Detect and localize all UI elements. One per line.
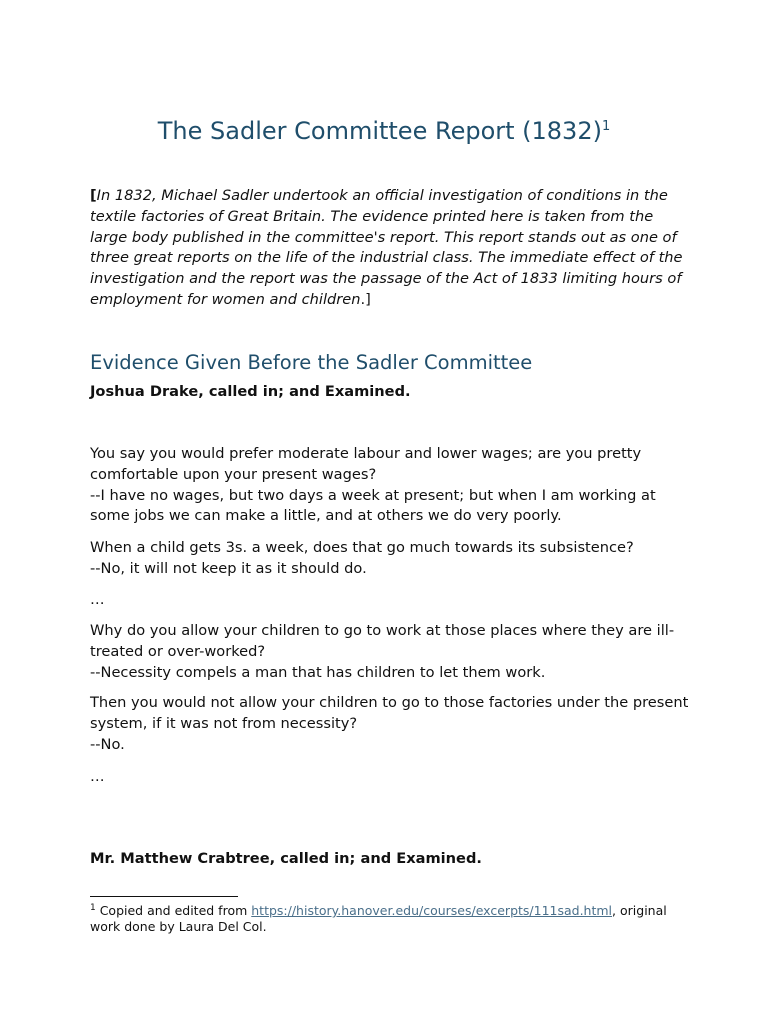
qa-block-4 [90,693,690,755]
speaker-heading-crabtree: Mr. Matthew Crabtree, called in; and Examined. [90,850,482,867]
intro-open-bracket: [ [90,187,97,204]
footnote-suffix: , original work done by Laura Del Col. [90,903,667,935]
question-text: Why do you allow your children to go to work at those places where they are ill-treated or over-worked? [90,622,675,660]
qa-block-1 [90,444,690,527]
footnote-prefix: Copied and edited from [95,903,252,919]
section-heading: Evidence Given Before the Sadler Committee [90,351,533,374]
answer-text: --I have no wages, but two days a week at present; but when I am working at some jobs we can make a little, and at others we do very poorly. [90,486,656,525]
footnote-separator [90,896,238,897]
answer-text: --No, it will not keep it as it should do. [90,559,367,577]
question-text: You say you would prefer moderate labour and lower wages; are you pretty comfortable upon your present wages? [90,445,642,483]
qa-block-3 [90,621,690,683]
answer-text: --Necessity compels a man that has children to let them work. [90,663,546,681]
question-text: Then you would not allow your children to go to those factories under the present system, if it was not from necessity? [90,694,689,732]
title-footnote-marker[interactable]: 1 [601,119,611,134]
speaker-heading-drake: Joshua Drake, called in; and Examined. [90,383,411,400]
answer-text: --No. [90,735,125,753]
footnote-source-link[interactable]: https://history.hanover.edu/courses/excerpts/111sad.html [251,903,613,919]
qa-block-2 [90,538,690,580]
footnote [90,900,690,935]
title-text: The Sadler Committee Report (1832) [157,117,602,145]
page-title [0,113,768,149]
intro-text: In 1832, Michael Sadler undertook an official investigation of conditions in the textile factories of Great Britain. The evidence printed here is taken from the large body published in the committee's report. This report stands out as one of three great reports on the life of the industrial class. The immediate effect of the investigation and the report was the passage of the Act of 1833 limiting hours of employment for women and children [90,187,683,308]
ellipsis-1: … [90,591,105,608]
intro-paragraph [90,186,690,311]
intro-close: .] [360,290,371,308]
ellipsis-2: … [90,768,105,785]
question-text: When a child gets 3s. a week, does that go much towards its subsistence? [90,539,634,556]
footnote-marker: 1 [90,903,96,913]
